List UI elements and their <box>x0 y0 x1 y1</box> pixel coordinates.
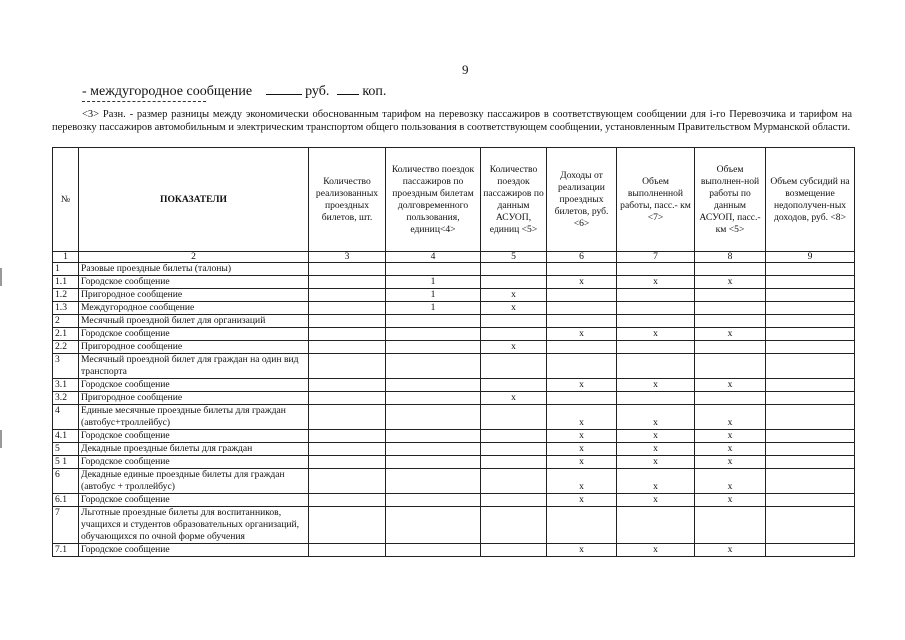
footnote-separator <box>82 101 206 102</box>
table-row <box>53 276 855 289</box>
cell-c6: x <box>547 456 617 469</box>
col-number: 1 <box>53 252 79 263</box>
cell-c3 <box>309 392 386 405</box>
cell-c6 <box>547 315 617 328</box>
cell-c3 <box>309 328 386 341</box>
row-number: 2.1 <box>53 328 79 341</box>
row-number: 1.3 <box>53 302 79 315</box>
row-number: 4 <box>53 405 79 430</box>
col-number: 8 <box>695 252 766 263</box>
table-row <box>53 456 855 469</box>
row-indicator: Пригородное сообщение <box>79 392 309 405</box>
table-row <box>53 405 855 430</box>
cell-c4 <box>386 341 481 354</box>
cell-c6: x <box>547 544 617 557</box>
cell-c3 <box>309 494 386 507</box>
row-indicator: Пригородное сообщение <box>79 289 309 302</box>
cell-c6: x <box>547 494 617 507</box>
cell-c7: x <box>617 544 695 557</box>
cell-c8 <box>695 263 766 276</box>
cell-c3 <box>309 379 386 392</box>
cell-c6 <box>547 354 617 379</box>
row-indicator: Междугородное сообщение <box>79 302 309 315</box>
cell-c8 <box>695 289 766 302</box>
cell-c9 <box>766 328 855 341</box>
cell-c4 <box>386 456 481 469</box>
cell-c9 <box>766 289 855 302</box>
rub-blank <box>266 82 302 95</box>
cell-c5 <box>481 469 547 494</box>
cell-c4 <box>386 392 481 405</box>
row-indicator: Разовые проездные билеты (талоны) <box>79 263 309 276</box>
cell-c6: x <box>547 443 617 456</box>
cell-c4 <box>386 354 481 379</box>
cell-c8: x <box>695 379 766 392</box>
row-number: 6.1 <box>53 494 79 507</box>
cell-c4: 1 <box>386 302 481 315</box>
cell-c5 <box>481 354 547 379</box>
row-indicator: Месячный проездной билет для граждан на один вид транспорта <box>79 354 309 379</box>
cell-c3 <box>309 443 386 456</box>
cell-c5 <box>481 544 547 557</box>
cell-c6: x <box>547 328 617 341</box>
cell-c9 <box>766 263 855 276</box>
cell-c7 <box>617 507 695 544</box>
cell-c9 <box>766 494 855 507</box>
cell-c3 <box>309 276 386 289</box>
column-numbers-row <box>53 252 855 263</box>
cell-c9 <box>766 544 855 557</box>
table-row <box>53 430 855 443</box>
row-number: 3.1 <box>53 379 79 392</box>
row-indicator: Городское сообщение <box>79 430 309 443</box>
col-number: 7 <box>617 252 695 263</box>
cell-c5: x <box>481 392 547 405</box>
table-row <box>53 443 855 456</box>
cell-c3 <box>309 263 386 276</box>
cell-c9 <box>766 276 855 289</box>
col-number: 5 <box>481 252 547 263</box>
cell-c7: x <box>617 456 695 469</box>
cell-c6: x <box>547 469 617 494</box>
row-number: 3.2 <box>53 392 79 405</box>
cell-c8 <box>695 507 766 544</box>
cell-c5 <box>481 263 547 276</box>
cell-c4 <box>386 507 481 544</box>
cell-c8 <box>695 315 766 328</box>
cell-c6: x <box>547 379 617 392</box>
indicators-table <box>52 147 855 557</box>
cell-c9 <box>766 379 855 392</box>
cell-c7: x <box>617 494 695 507</box>
row-indicator: Городское сообщение <box>79 544 309 557</box>
header-indicators: ПОКАЗАТЕЛИ <box>79 148 309 252</box>
cell-c7: x <box>617 328 695 341</box>
cell-c7: x <box>617 405 695 430</box>
cell-c9 <box>766 315 855 328</box>
cell-c4 <box>386 544 481 557</box>
table-header-row <box>53 148 855 252</box>
col-number: 2 <box>79 252 309 263</box>
header-income: Доходы от реализации проездных билетов, руб. <6> <box>547 148 617 252</box>
table-row <box>53 302 855 315</box>
row-indicator: Городское сообщение <box>79 276 309 289</box>
row-number: 2 <box>53 315 79 328</box>
table-row <box>53 379 855 392</box>
cell-c8: x <box>695 469 766 494</box>
cell-c8: x <box>695 430 766 443</box>
row-number: 1 <box>53 263 79 276</box>
cell-c6 <box>547 392 617 405</box>
table-row <box>53 494 855 507</box>
row-number: 7 <box>53 507 79 544</box>
cell-c8: x <box>695 276 766 289</box>
row-indicator: Единые месячные проездные билеты для граждан (автобус+троллейбус) <box>79 405 309 430</box>
cell-c9 <box>766 456 855 469</box>
cell-c5 <box>481 379 547 392</box>
header-work-volume-asuop: Объем выполнен-ной работы по данным АСУОП, пасс.- км <5> <box>695 148 766 252</box>
cell-c3 <box>309 456 386 469</box>
cell-c7 <box>617 289 695 302</box>
cell-c7 <box>617 302 695 315</box>
cell-c9 <box>766 443 855 456</box>
cell-c9 <box>766 354 855 379</box>
row-number: 5 <box>53 443 79 456</box>
cell-c8: x <box>695 328 766 341</box>
page-number: 9 <box>462 62 469 77</box>
intercity-line <box>82 82 386 100</box>
kop-blank <box>337 82 359 95</box>
cell-c7 <box>617 315 695 328</box>
header-subsidy: Объем субсидий на возмещение недополучен-ных доходов, руб. <8> <box>766 148 855 252</box>
cell-c4 <box>386 430 481 443</box>
cell-c5 <box>481 443 547 456</box>
cell-c3 <box>309 507 386 544</box>
cell-c5: x <box>481 289 547 302</box>
cell-c6 <box>547 289 617 302</box>
cell-c4: 1 <box>386 289 481 302</box>
row-number: 5 1 <box>53 456 79 469</box>
cell-c7 <box>617 263 695 276</box>
cell-c3 <box>309 354 386 379</box>
cell-c9 <box>766 405 855 430</box>
cell-c9 <box>766 507 855 544</box>
cell-c7: x <box>617 379 695 392</box>
table-row <box>53 328 855 341</box>
cell-c6: x <box>547 276 617 289</box>
cell-c5 <box>481 276 547 289</box>
cell-c9 <box>766 392 855 405</box>
cell-c7 <box>617 354 695 379</box>
cell-c7 <box>617 392 695 405</box>
table-row <box>53 341 855 354</box>
cell-c9 <box>766 469 855 494</box>
row-indicator: Городское сообщение <box>79 494 309 507</box>
rub-label: руб. <box>305 84 330 99</box>
cell-c9 <box>766 430 855 443</box>
header-no: № <box>53 148 79 252</box>
cell-c3 <box>309 430 386 443</box>
cell-c5 <box>481 315 547 328</box>
row-number: 3 <box>53 354 79 379</box>
table-row <box>53 315 855 328</box>
intercity-label: - междугородное сообщение <box>82 84 253 99</box>
col-number: 3 <box>309 252 386 263</box>
cell-c3 <box>309 405 386 430</box>
row-number: 1.1 <box>53 276 79 289</box>
cell-c5: x <box>481 302 547 315</box>
cell-c4 <box>386 469 481 494</box>
cell-c8 <box>695 354 766 379</box>
cell-c5 <box>481 430 547 443</box>
cell-c6: x <box>547 430 617 443</box>
cell-c8 <box>695 341 766 354</box>
cell-c5 <box>481 456 547 469</box>
row-indicator: Декадные единые проездные билеты для граждан (автобус + троллейбус) <box>79 469 309 494</box>
cell-c5 <box>481 494 547 507</box>
cell-c8: x <box>695 456 766 469</box>
cell-c9 <box>766 302 855 315</box>
cell-c8: x <box>695 544 766 557</box>
kop-label: коп. <box>362 84 387 99</box>
cell-c8: x <box>695 405 766 430</box>
table-row <box>53 392 855 405</box>
cell-c6 <box>547 263 617 276</box>
cell-c7: x <box>617 276 695 289</box>
cell-c9 <box>766 341 855 354</box>
row-number: 7.1 <box>53 544 79 557</box>
cell-c4: 1 <box>386 276 481 289</box>
row-number: 1.2 <box>53 289 79 302</box>
cell-c4 <box>386 315 481 328</box>
scan-edge-mark <box>0 268 2 286</box>
cell-c3 <box>309 341 386 354</box>
cell-c8 <box>695 302 766 315</box>
cell-c5 <box>481 405 547 430</box>
row-indicator: Декадные проездные билеты для граждан <box>79 443 309 456</box>
row-indicator: Городское сообщение <box>79 379 309 392</box>
cell-c4 <box>386 263 481 276</box>
col-number: 6 <box>547 252 617 263</box>
cell-c3 <box>309 469 386 494</box>
cell-c5 <box>481 507 547 544</box>
row-indicator: Льготные проездные билеты для воспитанников, учащихся и студентов образовательных организаций, обучающихся по очной форме обучения <box>79 507 309 544</box>
table-row <box>53 263 855 276</box>
table-row <box>53 544 855 557</box>
cell-c8 <box>695 392 766 405</box>
cell-c6 <box>547 341 617 354</box>
cell-c7: x <box>617 469 695 494</box>
table-row <box>53 289 855 302</box>
cell-c3 <box>309 544 386 557</box>
scan-edge-mark <box>0 430 2 448</box>
cell-c5 <box>481 328 547 341</box>
cell-c6: x <box>547 405 617 430</box>
row-number: 4.1 <box>53 430 79 443</box>
row-indicator: Пригородное сообщение <box>79 341 309 354</box>
cell-c4 <box>386 328 481 341</box>
cell-c3 <box>309 315 386 328</box>
cell-c4 <box>386 405 481 430</box>
header-work-volume: Объем выполненной работы, пасс.- км <7> <box>617 148 695 252</box>
cell-c4 <box>386 379 481 392</box>
cell-c4 <box>386 494 481 507</box>
cell-c7: x <box>617 430 695 443</box>
row-indicator: Месячный проездной билет для организаций <box>79 315 309 328</box>
col-number: 9 <box>766 252 855 263</box>
col-number: 4 <box>386 252 481 263</box>
header-trips-asuop: Количество поездок пассажиров по данным АСУОП, единиц <5> <box>481 148 547 252</box>
row-indicator: Городское сообщение <box>79 456 309 469</box>
cell-c6 <box>547 507 617 544</box>
cell-c6 <box>547 302 617 315</box>
cell-c7 <box>617 341 695 354</box>
cell-c5: x <box>481 341 547 354</box>
table-row <box>53 507 855 544</box>
table-row <box>53 469 855 494</box>
footnote-3: <3> Разн. - размер разницы между экономически обоснованным тарифом на перевозку пассажиров в соответствующем сообщении для i-го Перевозчика и тарифом на перевозку пассажиров автомобильным и электрическим транспортом общего пользования в соответствующем сообщении, установленным Правительством Мурманской области. <box>52 109 852 133</box>
row-number: 2.2 <box>53 341 79 354</box>
cell-c7: x <box>617 443 695 456</box>
cell-c8: x <box>695 443 766 456</box>
cell-c3 <box>309 289 386 302</box>
table-row <box>53 354 855 379</box>
cell-c8: x <box>695 494 766 507</box>
row-number: 6 <box>53 469 79 494</box>
header-trips-long-term: Количество поездок пассажиров по проездным билетам долговременного пользования, единиц<4> <box>386 148 481 252</box>
row-indicator: Городское сообщение <box>79 328 309 341</box>
header-tickets-sold: Количество реализованных проездных билетов, шт. <box>309 148 386 252</box>
cell-c4 <box>386 443 481 456</box>
cell-c3 <box>309 302 386 315</box>
